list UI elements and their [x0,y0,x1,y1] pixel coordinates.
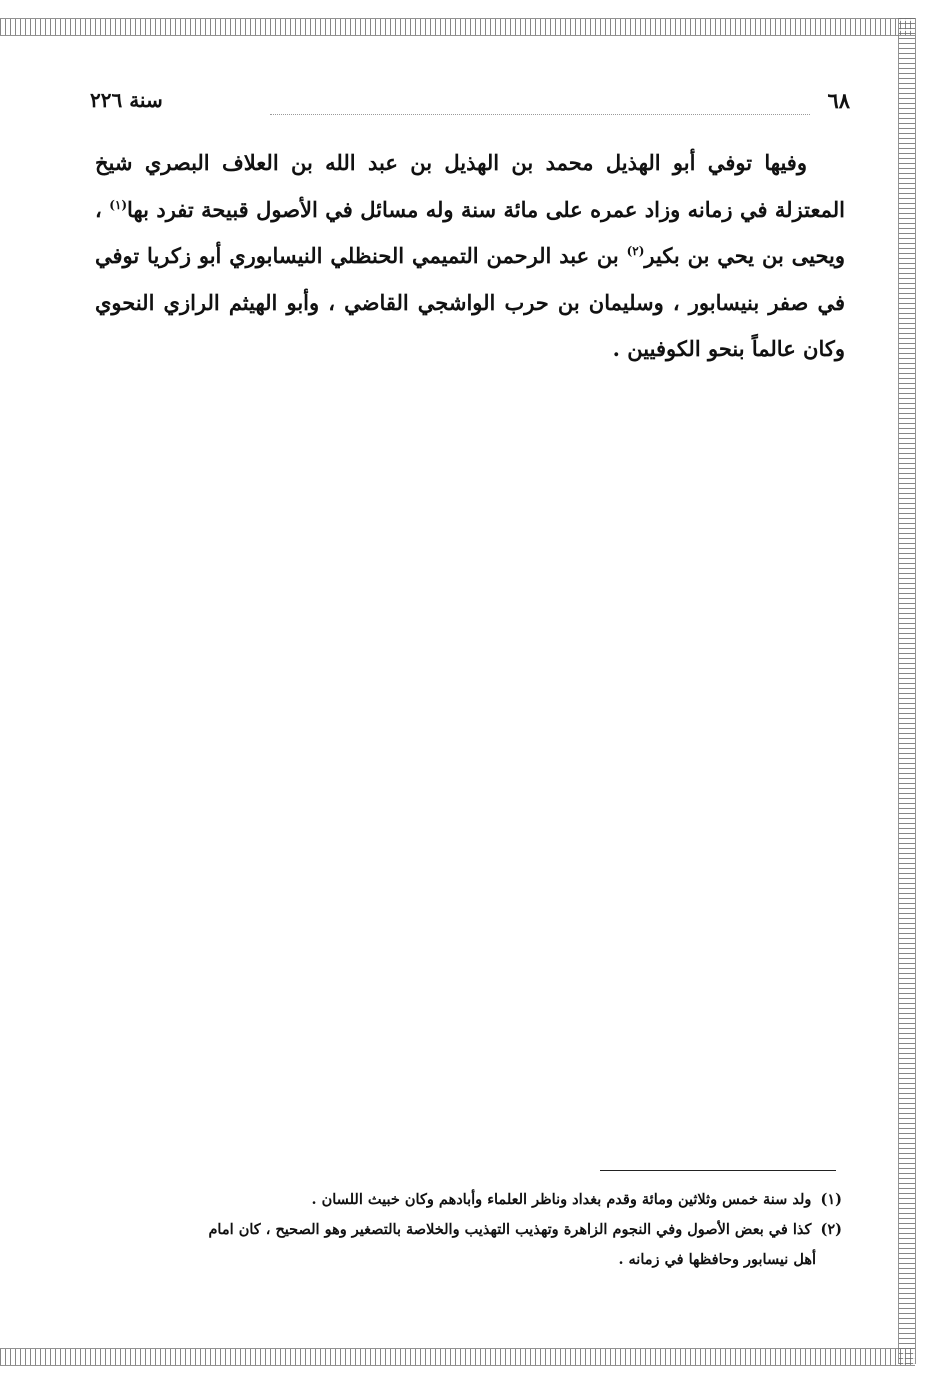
running-head [90,88,850,118]
main-text [95,140,845,373]
footnote-2 [90,1215,842,1245]
footnote-separator [600,1170,836,1171]
body-segment-1: وفيها توفي أبو الهذيل محمد بن الهذيل بن عبد الله بن العلاف البصري شيخ المعتزلة في زمانه وزاد عمره على مائة سنة وله مسائل في الأصول قبيحة تفرد بها [95,150,845,222]
footnote-1 [90,1185,842,1215]
top-ornamental-border [0,18,915,36]
body-segment-2: ، ويحيى بن يحي بن بكير [95,196,845,268]
footnote-2-number: (٢) [820,1221,842,1238]
footnote-1-text: ولد سنة خمس وثلاثين ومائة وقدم بغداد وناظر العلماء وأبادهم وكان خبيث اللسان . [311,1191,812,1208]
header-rule [270,114,810,115]
footnote-ref-2[interactable]: (٢) [626,244,645,258]
footnote-2-continuation: أهل نيسابور وحافظها في زمانه . [618,1251,816,1268]
footnote-ref-1[interactable]: (١) [109,197,128,212]
footnote-1-number: (١) [820,1191,842,1208]
page-number: ٦٨ [827,88,850,113]
bottom-ornamental-border [0,1348,915,1366]
footnotes [90,1185,842,1275]
body-segment-3: بن عبد الرحمن التميمي الحنظلي النيسابوري أبو زكريا توفي في صفر بنيسابور ، وسليمان بن حرب الواشجي القاضي ، وأبو الهيثم الرازي النحوي وكان عالماً بنحو الكوفيين . [95,243,845,361]
right-ornamental-border [898,18,916,1364]
body-paragraph [95,140,845,373]
year-heading: سنة ٢٢٦ [90,88,163,112]
footnote-2-text: كذا في بعض الأصول وفي النجوم الزاهرة وتهذيب التهذيب والخلاصة بالتصغير وهو الصحيح ، كان امام [208,1221,812,1238]
